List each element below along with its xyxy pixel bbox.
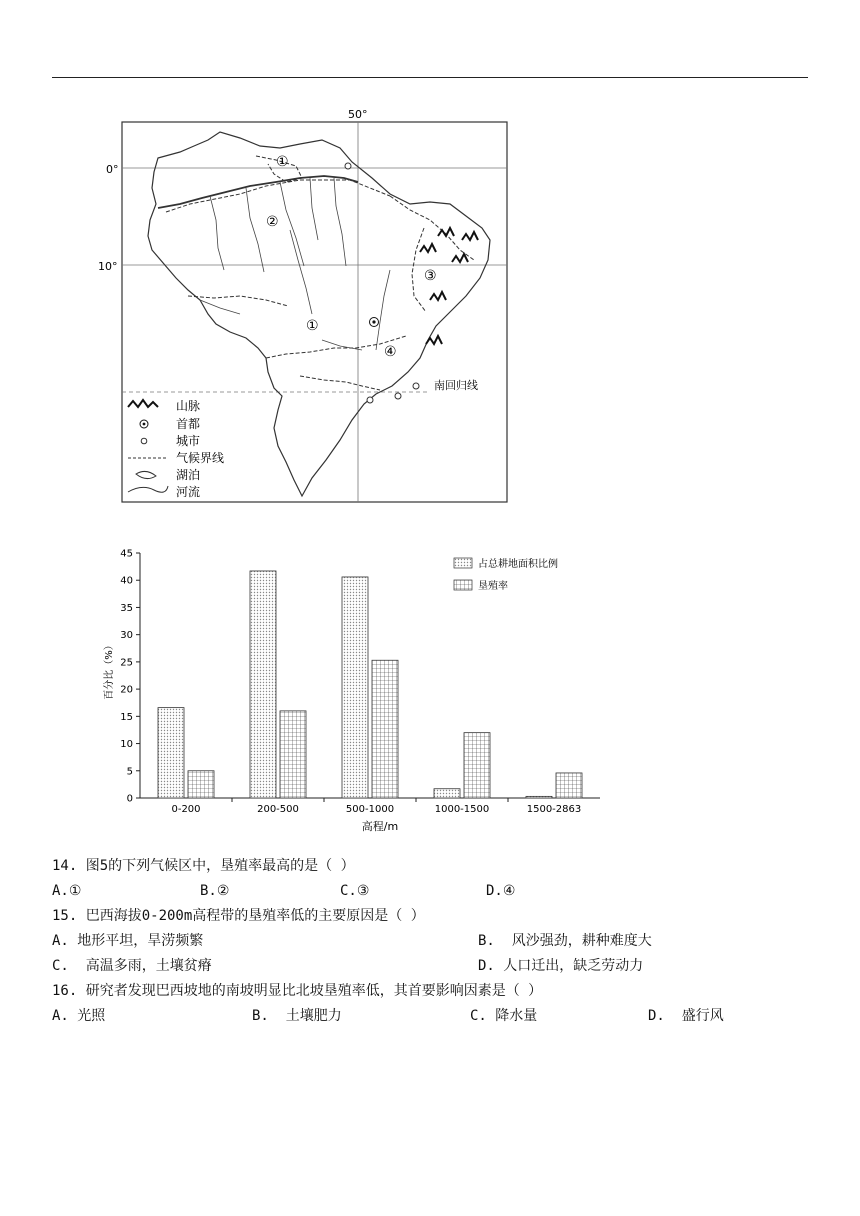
y-tick-label: 25: [120, 657, 133, 669]
option: B. 风沙强劲，耕种难度大: [478, 933, 652, 949]
legend-label: 占总耕地面积比例: [478, 559, 558, 570]
y-tick-label: 30: [120, 630, 133, 642]
y-tick-label: 20: [120, 684, 133, 696]
option: B.②: [200, 883, 230, 899]
region-label-1-north: ①: [276, 154, 289, 170]
option-row: [52, 1004, 812, 1029]
legend-label: 首都: [176, 417, 201, 431]
option-row: [52, 954, 812, 979]
lat-label-10: 10°: [98, 260, 118, 273]
chart-legend: [454, 557, 558, 592]
chart-svg: [100, 540, 620, 840]
x-tick-label: 200-500: [257, 804, 299, 815]
city-marker: [413, 383, 419, 389]
bar-cultivation-rate: [280, 711, 306, 798]
bar-cultivation-rate: [372, 660, 398, 798]
legend-swatch-dotted: [454, 558, 472, 568]
question-stem: 14. 图5的下列气候区中，垦殖率最高的是（ ）: [52, 858, 355, 874]
option: C.③: [340, 883, 370, 899]
y-tick-label: 15: [120, 711, 133, 723]
x-tick-label: 0-200: [171, 804, 201, 815]
y-tick-label: 35: [120, 602, 133, 614]
bar-cultivation-rate: [188, 771, 214, 798]
bar-area-share: [250, 571, 276, 798]
option-row: [52, 929, 812, 954]
option: D.④: [486, 883, 516, 899]
option: D. 盛行风: [648, 1008, 724, 1024]
bar-cultivation-rate: [464, 733, 490, 798]
bar-area-share: [158, 708, 184, 798]
bar-cultivation-rate: [556, 773, 582, 798]
tropic-label: 南回归线: [434, 379, 478, 392]
city-marker: [345, 163, 351, 169]
x-tick-label: 500-1000: [345, 804, 395, 815]
y-axis-label: 百分比（%）: [104, 640, 115, 700]
bar-area-share: [526, 796, 552, 798]
question-stem: 15. 巴西海拔0-200m高程带的垦殖率低的主要原因是（ ）: [52, 908, 425, 924]
region-label-3: ③: [424, 268, 437, 284]
option: A. 地形平坦，旱涝频繁: [52, 933, 204, 949]
legend-swatch-grid: [454, 580, 472, 590]
bar-area-share: [342, 577, 368, 798]
region-label-2: ②: [266, 214, 279, 230]
option: A. 光照: [52, 1008, 106, 1024]
bar-area-share: [434, 789, 460, 798]
question-block: [52, 854, 812, 1029]
option: D. 人口迁出，缺乏劳动力: [478, 958, 644, 974]
x-axis-label: 高程/m: [361, 820, 399, 833]
y-tick-label: 5: [126, 766, 133, 778]
option: B. 土壤肥力: [252, 1008, 342, 1024]
elevation-chart: [100, 540, 620, 840]
header-rule: [52, 77, 808, 78]
legend-label: 城市: [176, 434, 201, 448]
y-tick-label: 45: [120, 548, 133, 560]
city-marker: [395, 393, 401, 399]
capital-dot: [372, 320, 375, 323]
legend-label: 垦殖率: [478, 581, 508, 592]
y-tick-label: 10: [120, 739, 133, 751]
option: A.①: [52, 883, 82, 899]
capital-icon-dot: [143, 423, 146, 426]
brazil-map: [90, 100, 510, 508]
city-marker: [367, 397, 373, 403]
option: C. 高温多雨，土壤贫瘠: [52, 958, 212, 974]
x-tick-label: 1500-2863: [526, 804, 582, 815]
option: C. 降水量: [470, 1008, 538, 1024]
lon-label: 50°: [348, 108, 368, 121]
y-tick-label: 40: [120, 575, 133, 587]
city-icon: [141, 438, 147, 444]
legend-label: 气候界线: [176, 451, 225, 465]
legend-label: 河流: [176, 485, 201, 499]
option-row: [52, 879, 812, 904]
lat-label-0: 0°: [106, 163, 119, 176]
region-label-4: ④: [384, 344, 397, 360]
x-tick-label: 1000-1500: [434, 804, 490, 815]
map-svg: [90, 100, 510, 508]
region-label-1-central: ①: [306, 318, 319, 334]
y-tick-label: 0: [126, 793, 133, 805]
question-stem: 16. 研究者发现巴西坡地的南坡明显比北坡垦殖率低，其首要影响因素是（ ）: [52, 983, 543, 999]
legend-label: 山脉: [176, 399, 201, 413]
legend-label: 湖泊: [176, 468, 201, 482]
